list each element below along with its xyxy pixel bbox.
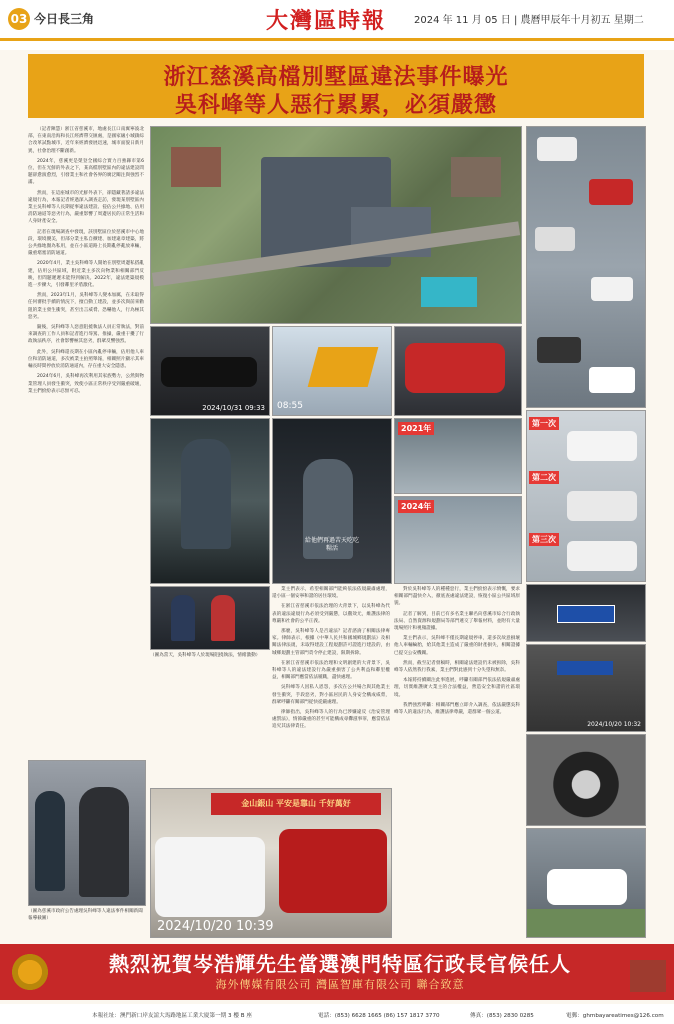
year-label-2021: 2021年 [398, 422, 434, 435]
white-car [155, 837, 265, 917]
red-car [405, 343, 505, 393]
paragraph: 2020年4月，業主吳科峰等人開始在別墅周邊私搭亂建，佔用公共區域，附近業主多次向物業和相關部門反映，但問題遲遲未能得到解決。2022年，違法建築規模進一步擴大，引發鄰里矛盾激化。 [28, 261, 144, 289]
page-header [0, 0, 674, 50]
email: 電郵：ghmbayareatimes@126.com [566, 1013, 664, 1019]
third-time-label: 第三次 [529, 533, 559, 546]
paragraph: 然而，2023年1月，吳科峰等人變本加厲，在未取得任何審批手續的情況下，擅自動工建設，並多次與前來勸阻的業主發生衝突，甚至出言威脅、恐嚇他人，行為極其惡劣。 [28, 293, 144, 320]
headline-line-2: 吳科峰等人惡行累累，必須嚴懲 [174, 92, 497, 118]
photo-timestamp: 08:55 [277, 401, 303, 411]
photo-caption: （圖為慈溪市政府公告處理吳科峰等人違法事件相關新聞報導截圖） [28, 909, 143, 921]
aerial-villa-photo [150, 126, 522, 324]
issue-date: 2024 年 11 月 05 日 | 農曆甲辰年十月初五 星期二 [414, 15, 644, 26]
congratulations-banner [0, 944, 674, 1000]
page-number: 03 [8, 8, 30, 30]
car [591, 277, 633, 301]
excavator [308, 347, 379, 387]
paragraph: 那麼，吳科峰等人是否違法？記者諮詢了相關法律專家。律師表示，根據《中華人民共和國城鄉規劃法》及相關法律法規，未取得建設工程規劃許可證進行建設的，由城鄉規劃主管部門責令停止建設，限期拆除。 [272, 629, 390, 656]
article-column-1 [28, 126, 144, 756]
video-subtitle: 給他們再過苦天吃吃 糧活 [304, 537, 359, 552]
paragraph: 記者了解到，目前已有多名業主聯名向慈溪市綜合行政執法局、自然資源和規劃局等部門遞交了舉報材料，並附有大量現場照片和視頻證據。 [394, 611, 520, 632]
congratulations-text: 熱烈祝賀岑浩輝先生當選澳門特區行政長官候任人 [109, 952, 571, 976]
house-roof [171, 147, 221, 187]
paragraph: 在浙江省慈溪市依法治理的大背景下，以吳科峰為代表的違法違規行為必須受到嚴懲，以儆效尤，維護法律的尊嚴和社會的公平正義。 [272, 604, 390, 624]
headline-line-1: 浙江慈溪高檔別墅區違法事件曝光 [163, 64, 509, 90]
paragraph: 業主們表示，吳科峰不僅長期違規停車，還多次故意損壞他人車輛輪胎，給其他業主造成了嚴重的財產損失，相關證據已提交公安機關。 [394, 636, 520, 656]
white-car [567, 491, 637, 521]
photo-timestamp: 2024/10/20 10:39 [157, 919, 274, 934]
crowd-photo [28, 760, 146, 906]
article-column-3 [394, 586, 520, 936]
car [589, 367, 635, 393]
paragraph: 然而，截至記者發稿時，相關違法建設仍未被拆除，吳科峰等人依然我行我素，業主們對此感到十分失望和無奈。 [394, 660, 520, 674]
police-officer [35, 791, 65, 891]
sponsors-text: 海外傳媒有限公司 灣區智庫有限公司 聯合致意 [215, 978, 465, 991]
license-plate-photo [526, 584, 646, 642]
paragraph: 2024年6月，吳科峰再次利用其家族勢力，公然與物業管理人員發生衝突，致使小區正常秩序受到嚴重破壞，業主們紛紛表示忍無可忍。 [28, 374, 144, 394]
damaged-tire-photo [526, 734, 646, 826]
car-front [161, 357, 257, 387]
person [211, 595, 235, 641]
red-car-photo [394, 326, 522, 416]
car-side-photo [526, 644, 646, 732]
paragraph: 在浙江省慈溪市依法治理和文明創建的大背景下，吳科峰等人的違法建設行為嚴重損害了公共利益和鄰里權益，相關部門應當依法履職，盡快處理。 [272, 660, 390, 681]
paragraph: 記者在現場調查中發現，該別墅區位於慈溪市中心地段，環境優美，但部分業主私自擴建、加建違章建築，將公共綠地圈為私用，並在小區道路上長期亂停亂放車輛，嚴重堵塞消防通道。 [28, 229, 144, 257]
police-car-photo [526, 828, 646, 938]
license-plate [557, 605, 615, 623]
night-confrontation-photo [272, 418, 392, 584]
black-car-photo [150, 326, 270, 416]
swimming-pool [421, 277, 477, 307]
paragraph: 律師指出，吳科峰等人的行為已涉嫌違反《治安管理處罰法》，情節嚴重的甚至可能構成尋釁滋事罪，應當依法追究其法律責任。 [272, 710, 390, 730]
address: 本報社址：澳門新口岸友誼大馬路地區工業大廈第一期 3 樓 B 座 [92, 1013, 252, 1019]
confrontation-photo [150, 418, 270, 584]
parking-lot-photo [526, 126, 646, 408]
paragraph: 我們強烈呼籲：相關部門應立即介入調查，依法嚴懲吳科峰等人的違法行為，維護法律尊嚴，還群眾一個公道。 [394, 702, 520, 716]
photo-caption: （圖為當天，吳科峰等人於現場阻撓執法，情緒激動） [150, 653, 261, 658]
photo-timestamp: 2024/10/31 09:33 [202, 404, 265, 412]
person [181, 439, 231, 549]
paragraph: 隨後，吳科峰等人惡意阻撓執法人員正常執法，對前來調查的工作人員和記者進行辱罵、推搡，嚴重干擾了行政執法秩序，社會影響極其惡劣，群眾反響強烈。 [28, 325, 144, 345]
red-car [589, 179, 633, 205]
police-car [547, 869, 627, 905]
police-scene-photo [150, 586, 270, 650]
parking-2024-photo [394, 496, 522, 584]
publisher-info [0, 1004, 674, 1024]
excavator-photo [272, 326, 392, 416]
telephone: 電話：(853) 6628 1665 (86) 157 1817 3770 [318, 1013, 440, 1019]
red-car [279, 829, 387, 913]
white-car [567, 541, 637, 571]
second-time-label: 第二次 [529, 471, 559, 484]
car [537, 337, 581, 363]
headline-banner [28, 54, 644, 118]
paragraph: 吳科峰等人因私人恩怨，多次在公共場合與其他業主發生衝突，手段惡劣，對小區居民的人身安全構成威脅，群眾呼籲有關部門從快從嚴處理。 [272, 685, 390, 705]
paragraph: 業主們表示，希望相關部門能夠依法依規嚴肅處理，還小區一個安寧和諧的居住環境。 [272, 587, 390, 600]
photo-timestamp: 2024/10/20 10:32 [587, 721, 641, 728]
person [79, 787, 129, 897]
fax: 傳真：(853) 2830 0285 [470, 1013, 534, 1019]
slogan-sign: 金山銀山 平安是靠山 千好萬好 [211, 793, 381, 815]
paragraph: （記者陳慧）浙江省慈溪市，地處長江口南翼寧波北部，在東南沿海和長江經濟帶交匯處，是國家級小城鎮綜合改革試點城市，近年來經濟發展迅速，城市面貌日新月異，社會治理不斷創新。 [28, 127, 144, 154]
section-title: 今日長三角 [34, 12, 95, 26]
lotus-emblem-icon [10, 950, 50, 994]
person [171, 595, 195, 641]
car [537, 137, 577, 161]
greenery [527, 909, 645, 937]
header-rule [0, 38, 674, 41]
first-time-label: 第一次 [529, 417, 559, 430]
masthead: 大灣區時報 [266, 8, 387, 34]
repeated-parking-photo [526, 410, 646, 582]
paragraph: 本報將持續關注此事進展，呼籲有關部門依法依規嚴肅處理，切實維護廣大業主的合法權益，營造安全和諧的社區環境。 [394, 678, 520, 698]
paragraph: 對於吳科峰等人的種種惡行，業主們紛紛表示憤慨，要求相關部門盡快介入，徹底查處違法建設，恢復小區公共區域原貌。 [394, 587, 520, 607]
parking-2021-photo [394, 418, 522, 494]
license-plate [557, 661, 613, 675]
paragraph: 2024年，慈溪更是榮登全國綜合實力百強縣市第6位，但在光鮮的外表之下，某高檔別墅區內的違法建設問題卻愈演愈烈，引發業主和社會各界的廣泛關注與強烈不滿。 [28, 158, 144, 186]
car [535, 227, 575, 251]
white-car [567, 431, 637, 461]
house-roof [451, 157, 501, 197]
ruins-of-st-paul-icon [630, 952, 666, 992]
paragraph: 然而，在這座城市的光鮮外表下，卻隱藏著諸多違法違規行為，本報記者經過深入調查走訪，發現某別墅區內業主吳科峰等人長期從事違法建設、侵佔公共綠地、佔用消防通道等惡劣行為，嚴重影響了周邊居民的正常生活和人身財產安全。 [28, 190, 144, 225]
parked-cars-photo [150, 788, 392, 938]
year-label-2024: 2024年 [398, 500, 434, 513]
paragraph: 此外，吳科峰還長期在小區內亂停車輛，佔用他人車位和消防通道，多次被業主拍照舉報，相關照片顯示其車輛長時間停放於消防通道內，存在重大安全隱患。 [28, 349, 144, 370]
article-column-2 [272, 586, 390, 786]
